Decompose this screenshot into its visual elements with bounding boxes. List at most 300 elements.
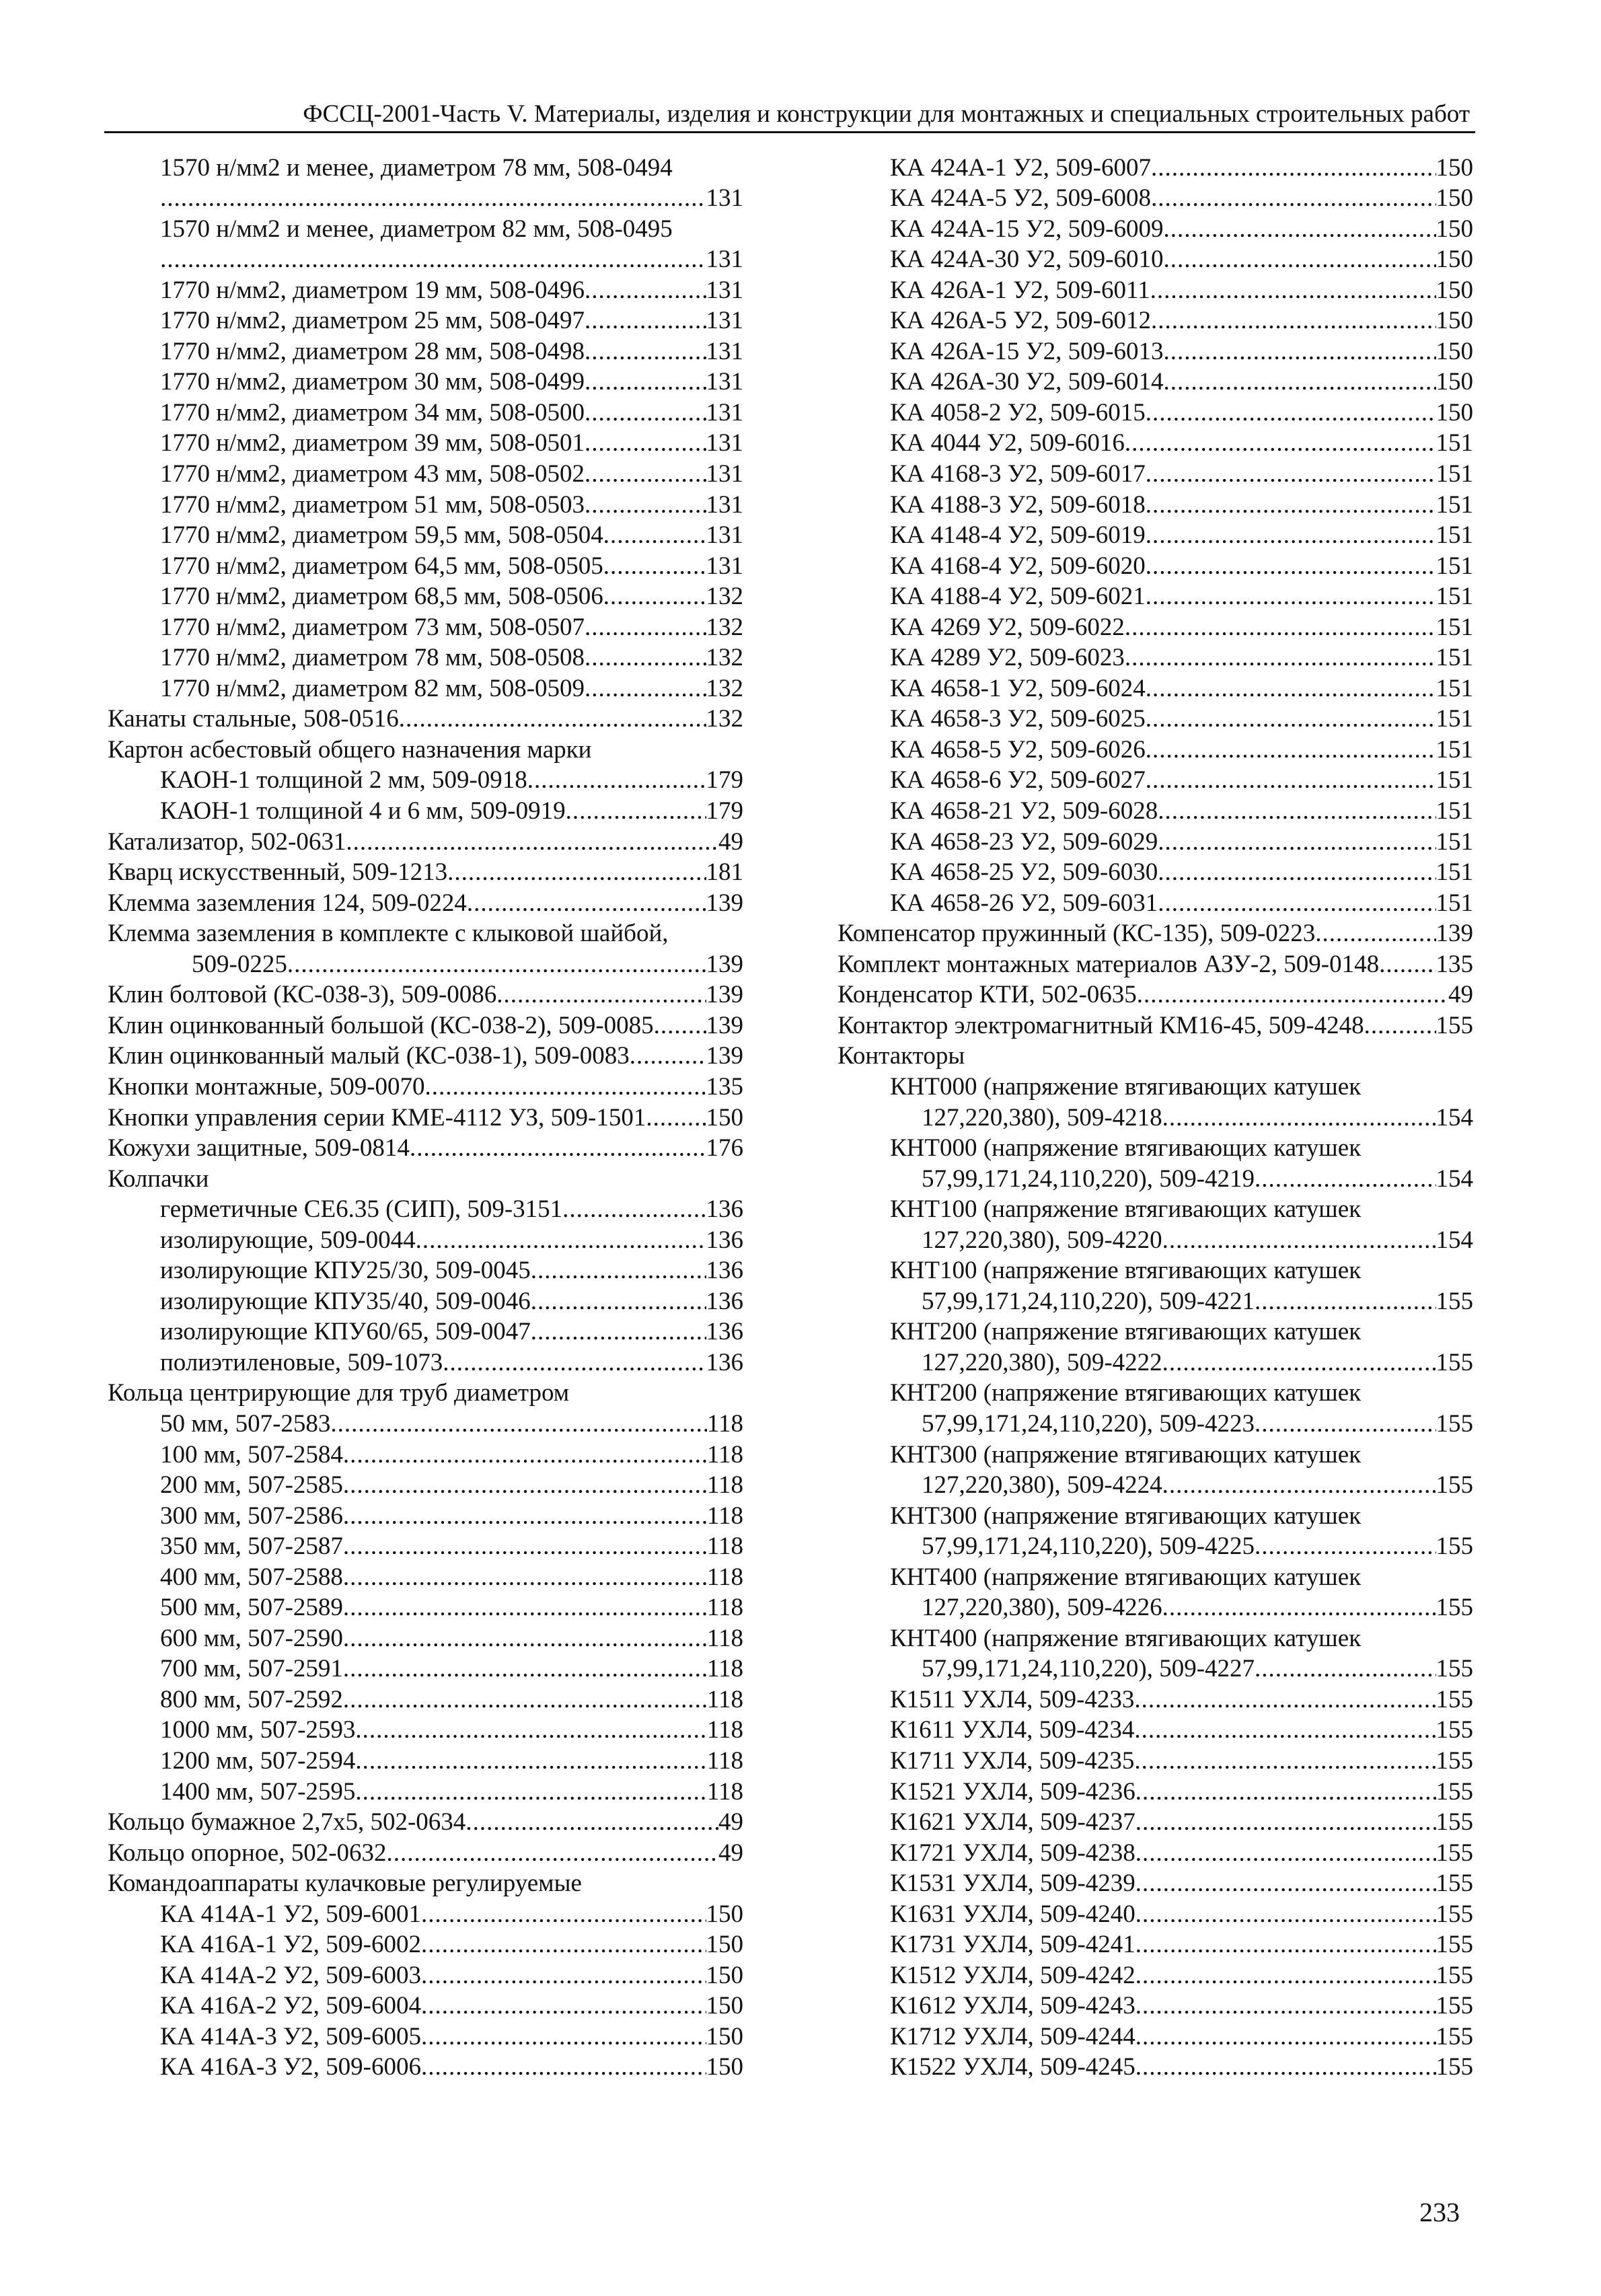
- entry-text: КА 4289 У2, 509-6023: [890, 644, 1125, 672]
- index-entry: [837, 1592, 1473, 1623]
- entry-text: КА 4168-4 У2, 509-6020: [890, 552, 1146, 580]
- dot-leader: [1134, 1715, 1436, 1744]
- entry-page-number: 155: [1436, 1992, 1473, 2020]
- index-entry: [837, 1377, 1473, 1408]
- entry-text: 57,99,171,24,110,220), 509-4219: [922, 1164, 1255, 1193]
- entry-page-number: 49: [718, 1808, 743, 1837]
- entry-page-number: 49: [1448, 981, 1473, 1009]
- index-entry: [108, 1867, 743, 1898]
- index-entry: [108, 1070, 743, 1101]
- dot-leader: [1135, 1869, 1436, 1898]
- dot-leader: [1163, 337, 1436, 366]
- entry-text: 200 мм, 507-2585: [160, 1471, 343, 1499]
- dot-leader: [585, 367, 706, 396]
- entry-page-number: 135: [706, 1072, 743, 1101]
- index-entry: [837, 887, 1473, 918]
- entry-page-number: 136: [706, 1257, 743, 1285]
- index-entry: [108, 1990, 743, 2021]
- entry-text: 127,220,380), 509-4226: [922, 1594, 1162, 1622]
- entry-text: Колпачки: [108, 1164, 209, 1193]
- index-entry: [837, 979, 1473, 1010]
- index-entry: [837, 703, 1473, 734]
- entry-text: 57,99,171,24,110,220), 509-4227: [922, 1655, 1255, 1683]
- entry-text: 127,220,380), 509-4220: [922, 1226, 1162, 1254]
- entry-page-number: 118: [706, 1655, 743, 1683]
- entry-text: изолирующие КПУ60/65, 509-0047: [160, 1318, 531, 1346]
- dot-leader: [1146, 398, 1436, 427]
- dot-leader: [1162, 1348, 1436, 1377]
- entry-text: 1770 н/мм2, диаметром 82 мм, 508-0509: [160, 674, 585, 702]
- entry-text: Компенсатор пружинный (КС-135), 509-0223: [837, 920, 1316, 948]
- index-entry: [837, 305, 1473, 336]
- index-entry: [108, 794, 743, 825]
- entry-page-number: 151: [1436, 858, 1473, 887]
- dot-leader: [1146, 521, 1436, 550]
- dot-leader: [1135, 1900, 1436, 1929]
- index-entry: [837, 1162, 1473, 1193]
- index-entry: [108, 366, 743, 397]
- index-entry: [108, 1499, 743, 1530]
- entry-page-number: 49: [718, 827, 743, 856]
- entry-text: изолирующие КПУ35/40, 509-0046: [160, 1287, 531, 1315]
- dot-leader: [1135, 2022, 1436, 2051]
- entry-text: Кольцо опорное, 502-0632: [108, 1839, 387, 1867]
- dot-leader: [343, 1563, 707, 1592]
- index-entry: [837, 366, 1473, 397]
- index-entry: [837, 1959, 1473, 1990]
- index-entry: [837, 1929, 1473, 1960]
- dot-leader: [343, 1532, 707, 1561]
- dot-leader: [562, 1195, 706, 1224]
- dot-leader: [355, 1777, 706, 1806]
- dot-leader: [1255, 1532, 1436, 1561]
- dot-leader: [603, 552, 706, 581]
- entry-page-number: 150: [706, 1900, 743, 1928]
- entry-page-number: 118: [706, 1594, 743, 1622]
- entry-text: КА 4658-25 У2, 509-6030: [890, 858, 1158, 887]
- dot-leader: [421, 2052, 706, 2081]
- index-entry: [108, 825, 743, 856]
- index-entry: [108, 1714, 743, 1745]
- entry-text: Клин оцинкованный малый (КС-038-1), 509-0083: [108, 1042, 630, 1070]
- entry-page-number: 118: [706, 1502, 743, 1530]
- entry-page-number: 131: [706, 276, 743, 304]
- dot-leader: [1134, 1746, 1436, 1775]
- dot-leader: [630, 1041, 706, 1070]
- index-column-right: [837, 151, 1473, 2081]
- dot-leader: [646, 1103, 706, 1132]
- entry-text: КА 416А-2 У2, 509-6004: [160, 1992, 421, 2020]
- entry-text: КА 426А-30 У2, 509-6014: [890, 368, 1164, 396]
- entry-page-number: 155: [1436, 1685, 1473, 1713]
- dot-leader: [421, 1961, 706, 1990]
- entry-page-number: 136: [706, 1348, 743, 1376]
- index-entry: [108, 1469, 743, 1500]
- dot-leader: [531, 1287, 706, 1316]
- entry-text: 1400 мм, 507-2595: [160, 1777, 356, 1806]
- entry-page-number: 155: [1436, 1409, 1473, 1438]
- dot-leader: [1255, 1287, 1436, 1316]
- index-entry: [837, 1346, 1473, 1377]
- entry-text: 1200 мм, 507-2594: [160, 1746, 356, 1775]
- entry-page-number: 181: [706, 858, 743, 887]
- entry-text: КА 4044 У2, 509-6016: [890, 429, 1125, 457]
- entry-text: 57,99,171,24,110,220), 509-4223: [922, 1409, 1255, 1438]
- index-entry: [108, 856, 743, 887]
- index-entry: [837, 213, 1473, 244]
- index-entry: [108, 1040, 743, 1071]
- entry-page-number: 151: [1436, 797, 1473, 825]
- entry-text: КА 4658-26 У2, 509-6031: [890, 889, 1158, 917]
- entry-page-number: 118: [706, 1563, 743, 1591]
- page-header: ФССЦ-2001-Часть V. Материалы, изделия и конструкции для монтажных и специальных строительных работ: [303, 100, 1470, 128]
- entry-page-number: 132: [706, 674, 743, 702]
- index-entry: [108, 1898, 743, 1929]
- entry-page-number: 155: [1436, 1471, 1473, 1499]
- entry-text: КНТ000 (напряжение втягивающих катушек: [890, 1134, 1362, 1162]
- entry-page-number: 155: [1436, 1900, 1473, 1928]
- dot-leader: [1135, 2052, 1436, 2081]
- entry-page-number: 118: [706, 1777, 743, 1806]
- dot-leader: [496, 980, 706, 1009]
- dot-leader: [1135, 1930, 1436, 1959]
- index-entry: [108, 1806, 743, 1837]
- index-entry: [108, 1959, 743, 1990]
- dot-leader: [1315, 919, 1436, 948]
- entry-page-number: 132: [706, 583, 743, 611]
- entry-text: 1770 н/мм2, диаметром 64,5 мм, 508-0505: [160, 552, 603, 580]
- dot-leader: [566, 797, 706, 825]
- entry-text: К1512 УХЛ4, 509-4242: [890, 1961, 1135, 1989]
- index-entry: [108, 2051, 743, 2082]
- entry-text: 1770 н/мм2, диаметром 43 мм, 508-0502: [160, 460, 585, 488]
- index-entry: [837, 1561, 1473, 1592]
- index-entry: [108, 550, 743, 581]
- entry-text: КНТ400 (напряжение втягивающих катушек: [890, 1624, 1362, 1652]
- index-entry: [837, 1040, 1473, 1071]
- index-entry: [837, 1714, 1473, 1745]
- entry-text: К1522 УХЛ4, 509-4245: [890, 2053, 1135, 2081]
- dot-leader: [1151, 306, 1436, 335]
- entry-text: КНТ200 (напряжение втягивающих катушек: [890, 1318, 1362, 1346]
- entry-text: 800 мм, 507-2592: [160, 1685, 343, 1713]
- index-entry: [108, 948, 743, 979]
- index-entry: [108, 1683, 743, 1714]
- dot-leader: [1379, 950, 1436, 979]
- entry-text: КА 426А-1 У2, 509-6011: [890, 276, 1150, 304]
- entry-text: К1611 УХЛ4, 509-4234: [890, 1716, 1135, 1744]
- entry-page-number: 155: [1436, 1532, 1473, 1561]
- entry-page-number: 151: [1436, 613, 1473, 641]
- entry-page-number: 151: [1436, 552, 1473, 580]
- entry-text: 600 мм, 507-2590: [160, 1624, 343, 1652]
- index-entry: [837, 274, 1473, 305]
- entry-text: 1570 н/мм2 и менее, диаметром 78 мм, 508-0494: [160, 153, 673, 182]
- dot-leader: [1162, 1226, 1436, 1255]
- dot-leader: [1134, 1685, 1436, 1714]
- entry-page-number: 150: [706, 2053, 743, 2081]
- index-entry: [837, 2051, 1473, 2082]
- dot-leader: [585, 490, 706, 519]
- dot-leader: [1158, 889, 1436, 918]
- entry-text: КА 4168-3 У2, 509-6017: [890, 460, 1146, 488]
- index-entry: [837, 519, 1473, 550]
- index-entry: [108, 703, 743, 734]
- index-entry: [837, 1653, 1473, 1684]
- dot-leader: [421, 1930, 706, 1959]
- entry-page-number: 150: [706, 1992, 743, 2020]
- entry-page-number: 151: [1436, 766, 1473, 794]
- entry-page-number: 150: [1436, 398, 1473, 427]
- dot-leader: [1135, 1808, 1436, 1837]
- entry-page-number: 131: [706, 460, 743, 488]
- index-entry: [108, 1837, 743, 1867]
- entry-text: 500 мм, 507-2589: [160, 1594, 343, 1622]
- index-entry: [837, 1009, 1473, 1040]
- page-number: 233: [1419, 2197, 1460, 2227]
- entry-page-number: 131: [706, 368, 743, 396]
- entry-page-number: 131: [706, 337, 743, 365]
- entry-text: Кнопки управления серии КМЕ-4112 УЗ, 509-1501: [108, 1103, 646, 1132]
- entry-text: К1621 УХЛ4, 509-4237: [890, 1808, 1135, 1837]
- index-entry: [108, 182, 743, 213]
- index-entry: [108, 918, 743, 949]
- entry-page-number: 139: [706, 981, 743, 1009]
- entry-text: 1770 н/мм2, диаметром 51 мм, 508-0503: [160, 490, 585, 519]
- entry-text: КНТ300 (напряжение втягивающих катушек: [890, 1440, 1362, 1469]
- entry-page-number: 150: [1436, 368, 1473, 396]
- dot-leader: [1364, 1011, 1436, 1040]
- entry-text: КА 426А-5 У2, 509-6012: [890, 307, 1151, 335]
- entry-page-number: 155: [1436, 1348, 1473, 1376]
- entry-page-number: 151: [1436, 460, 1473, 488]
- dot-leader: [1163, 367, 1436, 396]
- entry-page-number: 118: [706, 1471, 743, 1499]
- index-entry: [837, 1070, 1473, 1101]
- index-entry: [837, 1132, 1473, 1163]
- entry-page-number: 151: [1436, 521, 1473, 550]
- entry-page-number: 155: [1436, 1869, 1473, 1898]
- index-entry: [108, 672, 743, 703]
- entry-page-number: 131: [706, 521, 743, 550]
- index-entry: [108, 1561, 743, 1592]
- entry-page-number: 131: [706, 246, 743, 274]
- dot-leader: [1162, 1593, 1436, 1622]
- entry-page-number: 155: [1436, 1011, 1473, 1039]
- entry-page-number: 151: [1436, 490, 1473, 519]
- entry-page-number: 131: [706, 184, 743, 213]
- index-entry: [837, 1224, 1473, 1255]
- entry-page-number: 155: [1436, 1746, 1473, 1775]
- index-entry: [837, 1438, 1473, 1469]
- entry-page-number: 154: [1436, 1164, 1473, 1193]
- entry-text: КНТ300 (напряжение втягивающих катушек: [890, 1502, 1362, 1530]
- entry-text: Картон асбестовый общего назначения марки: [108, 735, 592, 764]
- entry-text: 1770 н/мм2, диаметром 34 мм, 508-0500: [160, 398, 585, 427]
- entry-text: 1770 н/мм2, диаметром 19 мм, 508-0496: [160, 276, 585, 304]
- entry-text: изолирующие КПУ25/30, 509-0045: [160, 1257, 531, 1285]
- index-entry: [837, 1407, 1473, 1438]
- entry-page-number: 179: [706, 797, 743, 825]
- entry-text: 1770 н/мм2, диаметром 78 мм, 508-0508: [160, 644, 585, 672]
- entry-text: КА 4658-3 У2, 509-6025: [890, 705, 1146, 733]
- entry-page-number: 49: [718, 1839, 743, 1867]
- entry-page-number: 151: [1436, 644, 1473, 672]
- entry-text: КА 414А-3 У2, 509-6005: [160, 2022, 421, 2050]
- dot-leader: [467, 889, 706, 918]
- dot-leader: [1146, 674, 1436, 703]
- index-entry: [108, 335, 743, 366]
- entry-page-number: 155: [1436, 1655, 1473, 1683]
- dot-leader: [1137, 980, 1448, 1009]
- entry-page-number: 150: [1436, 184, 1473, 213]
- dot-leader: [585, 613, 706, 642]
- dot-leader: [603, 521, 706, 550]
- entry-text: Катализатор, 502-0631: [108, 827, 346, 856]
- entry-page-number: 131: [706, 429, 743, 457]
- entry-text: 1770 н/мм2, диаметром 68,5 мм, 508-0506: [160, 583, 603, 611]
- entry-text: КНТ400 (напряжение втягивающих катушек: [890, 1563, 1362, 1591]
- entry-page-number: 118: [706, 1409, 743, 1438]
- index-entry: [837, 1101, 1473, 1132]
- entry-page-number: 151: [1436, 827, 1473, 856]
- dot-leader: [355, 1715, 706, 1744]
- dot-leader: [585, 306, 706, 335]
- entry-page-number: 136: [706, 1195, 743, 1224]
- index-entry: [108, 427, 743, 458]
- dot-leader: [343, 1654, 707, 1683]
- index-entry: [837, 1837, 1473, 1867]
- index-entry: [837, 1499, 1473, 1530]
- entry-text: КА 424А-15 У2, 509-6009: [890, 215, 1164, 243]
- dot-leader: [1125, 613, 1436, 642]
- dot-leader: [603, 582, 706, 611]
- dot-leader: [1135, 1961, 1436, 1990]
- entry-page-number: 151: [1436, 735, 1473, 764]
- entry-text: 1770 н/мм2, диаметром 30 мм, 508-0499: [160, 368, 585, 396]
- index-entry: [108, 305, 743, 336]
- entry-text: КА 416А-1 У2, 509-6002: [160, 1931, 421, 1959]
- dot-leader: [1146, 704, 1436, 733]
- entry-text: Кнопки монтажные, 509-0070: [108, 1072, 425, 1101]
- entry-text: Кожухи защитные, 509-0814: [108, 1134, 410, 1162]
- entry-page-number: 155: [1436, 1594, 1473, 1622]
- entry-page-number: 132: [706, 644, 743, 672]
- dot-leader: [1125, 643, 1436, 672]
- entry-text: Кварц искусственный, 509-1213: [108, 858, 448, 887]
- index-entry: [837, 918, 1473, 949]
- entry-page-number: 150: [706, 2022, 743, 2050]
- entry-page-number: 150: [706, 1931, 743, 1959]
- entry-text: КА 424А-5 У2, 509-6008: [890, 184, 1151, 213]
- entry-text: КНТ100 (напряжение втягивающих катушек: [890, 1257, 1362, 1285]
- index-column-left: [108, 151, 743, 2081]
- entry-page-number: 151: [1436, 705, 1473, 733]
- dot-leader: [1146, 582, 1436, 611]
- index-entry: [837, 581, 1473, 612]
- index-entry: [837, 611, 1473, 642]
- entry-text: КА 4658-23 У2, 509-6029: [890, 827, 1158, 856]
- entry-text: 127,220,380), 509-4224: [922, 1471, 1162, 1499]
- index-entry: [108, 1775, 743, 1806]
- index-entry: [108, 151, 743, 182]
- index-entry: [108, 1346, 743, 1377]
- entry-text: изолирующие, 509-0044: [160, 1226, 416, 1254]
- index-entry: [837, 1255, 1473, 1286]
- entry-text: 57,99,171,24,110,220), 509-4221: [922, 1287, 1255, 1315]
- dot-leader: [343, 1624, 707, 1653]
- dot-leader: [585, 643, 706, 672]
- entry-page-number: 176: [706, 1134, 743, 1162]
- index-entry: [837, 1683, 1473, 1714]
- entry-text: КА 424А-30 У2, 509-6010: [890, 246, 1164, 274]
- index-entry: [837, 244, 1473, 274]
- dot-leader: [387, 1839, 718, 1867]
- index-entry: [837, 182, 1473, 213]
- entry-page-number: 155: [1436, 1808, 1473, 1837]
- dot-leader: [585, 337, 706, 366]
- index-entry: [837, 488, 1473, 519]
- entry-page-number: 118: [706, 1746, 743, 1775]
- index-entry: [837, 396, 1473, 427]
- entry-page-number: 118: [706, 1440, 743, 1469]
- entry-text: К1521 УХЛ4, 509-4236: [890, 1777, 1135, 1806]
- entry-page-number: 132: [706, 613, 743, 641]
- entry-page-number: 136: [706, 1287, 743, 1315]
- index-entry: [108, 1592, 743, 1623]
- index-entry: [837, 825, 1473, 856]
- dot-leader: [1255, 1164, 1436, 1193]
- entry-text: КА 4058-2 У2, 509-6015: [890, 398, 1146, 427]
- index-entry: [108, 979, 743, 1010]
- dot-leader: [421, 1991, 706, 2020]
- dot-leader: [1255, 1654, 1436, 1683]
- index-entry: [837, 427, 1473, 458]
- entry-page-number: 118: [706, 1532, 743, 1561]
- entry-text: КНТ200 (напряжение втягивающих катушек: [890, 1379, 1362, 1407]
- dot-leader: [399, 704, 706, 733]
- entry-page-number: 139: [706, 1042, 743, 1070]
- dot-leader: [1146, 459, 1436, 488]
- entry-page-number: 155: [1436, 1716, 1473, 1744]
- entry-text: КА 4148-4 У2, 509-6019: [890, 521, 1146, 550]
- entry-text: КА 4658-21 У2, 509-6028: [890, 797, 1158, 825]
- index-entry: [108, 764, 743, 795]
- entry-text: КАОН-1 толщиной 4 и 6 мм, 509-0919: [160, 797, 566, 825]
- entry-text: КА 424А-1 У2, 509-6007: [890, 153, 1151, 182]
- index-entry: [108, 1224, 743, 1255]
- entry-text: Клин болтовой (КС-038-3), 509-0086: [108, 981, 497, 1009]
- entry-text: КА 414А-2 У2, 509-6003: [160, 1961, 421, 1989]
- entry-text: 1770 н/мм2, диаметром 73 мм, 508-0507: [160, 613, 585, 641]
- index-entry: [108, 733, 743, 764]
- index-entry: [108, 1285, 743, 1316]
- dot-leader: [585, 276, 706, 305]
- entry-text: КА 4658-5 У2, 509-6026: [890, 735, 1146, 764]
- index-entry: [108, 244, 743, 274]
- entry-text: КА 4188-4 У2, 509-6021: [890, 583, 1146, 611]
- dot-leader: [1163, 215, 1436, 244]
- entry-page-number: 155: [1436, 2053, 1473, 2081]
- dot-leader: [1146, 766, 1436, 794]
- entry-text: КА 4658-1 У2, 509-6024: [890, 674, 1146, 702]
- entry-page-number: 118: [706, 1624, 743, 1652]
- dot-leader: [410, 1134, 706, 1162]
- index-entry: [108, 1622, 743, 1653]
- index-entry: [837, 1193, 1473, 1224]
- entry-page-number: 136: [706, 1318, 743, 1346]
- entry-page-number: 139: [706, 950, 743, 978]
